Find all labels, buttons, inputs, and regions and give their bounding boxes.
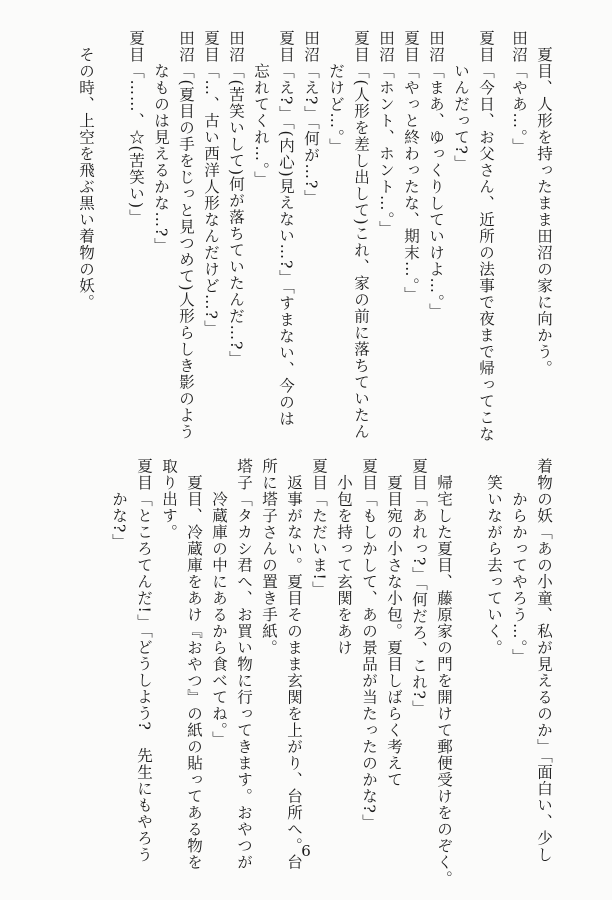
text-line: かな?」 [110,458,128,550]
text-line: 冷蔵庫の中にあるから食べてね。」 [210,458,228,748]
text-line: からかってやろう…。」 [510,458,528,665]
text-line: 夏目、人形を持ったまま田沼の家に向かう。 [535,30,553,377]
text-line: 忘れてくれ…。」 [252,30,270,188]
text-line: 塔子「タカシ君へ、お買い物に行ってきます。おやつが [235,458,253,871]
text-line: 夏目「今日、お父さん、近所の法事で夜まで帰ってこな [477,30,495,443]
blank-line [98,30,123,450]
text-line: 夏目「…、古い西洋人形なんだけど…?」 [202,30,220,337]
text-line: 夏目「あれっ?」「何だろ、これ?」 [410,458,428,717]
text-line: 田沼「まあ、ゆっくりしていけよ…。」 [427,30,445,320]
text-line: 帰宅した夏目、藤原家の門を開けて郵便受けをのぞく。 [435,458,453,887]
text-line: いんだって?」 [452,30,470,172]
text-line: 夏目宛の小さな小包。夏目しばらく考えて [385,458,403,788]
text-line: 夏目、冷蔵庫をあけ『おやつ』の紙の貼ってある物を [185,458,203,871]
text-line: なものは見えるかな…?」 [152,30,170,254]
text-line: 夏目「え?」「(内心)見えない…?」「すまない、今のは [277,30,295,427]
text-line: 着物の妖「あの小童、私が見えるのか」「面白い、少し [535,458,553,863]
text-line: その時、上空を飛ぶ黒い着物の妖。 [77,30,95,311]
text-line: 夏目「やっと終わったな、期末…。」 [402,30,420,303]
text-line: 所に塔子さんの置き手紙。 [260,458,278,656]
blank-line [456,458,481,858]
text-line: 田沼「ホント、ホント…。」 [377,30,395,237]
page-number: 6 [301,842,311,860]
text-line: 田沼「やあ…。」 [510,30,528,155]
lower-text-block [106,458,556,887]
text-line: 取り出す。 [160,458,178,541]
upper-text-block [73,30,556,450]
text-line: 夏目「ところてんだ!」「どうしよう? 先生にもやろう [135,458,153,863]
text-line: 田沼「(苦笑いして)何が落ちていたんだ…?」 [227,30,245,367]
text-line: 小包を持って玄関をあけ [335,458,353,656]
text-line: 夏目「……、☆(苦笑い)」 [127,30,145,226]
text-line: 返事がない。夏目そのまま玄関を上がり、台所へ。台 [285,458,303,871]
text-line: だけど…。」 [327,30,345,155]
text-line: 笑いながら去っていく。 [485,458,503,656]
text-line: 夏目「(人形を差し出して)これ、家の前に落ちていたん [352,30,370,441]
text-line: 田沼「(夏目の手をじっと見つめて)人形らしき影のよう [177,30,195,441]
text-line: 夏目「もしかして、あの景品が当たったのかな?」 [360,458,378,831]
text-line: 夏目「ただいま!」 [310,458,328,598]
text-line: 田沼「え?」「何が…?」 [302,30,320,206]
